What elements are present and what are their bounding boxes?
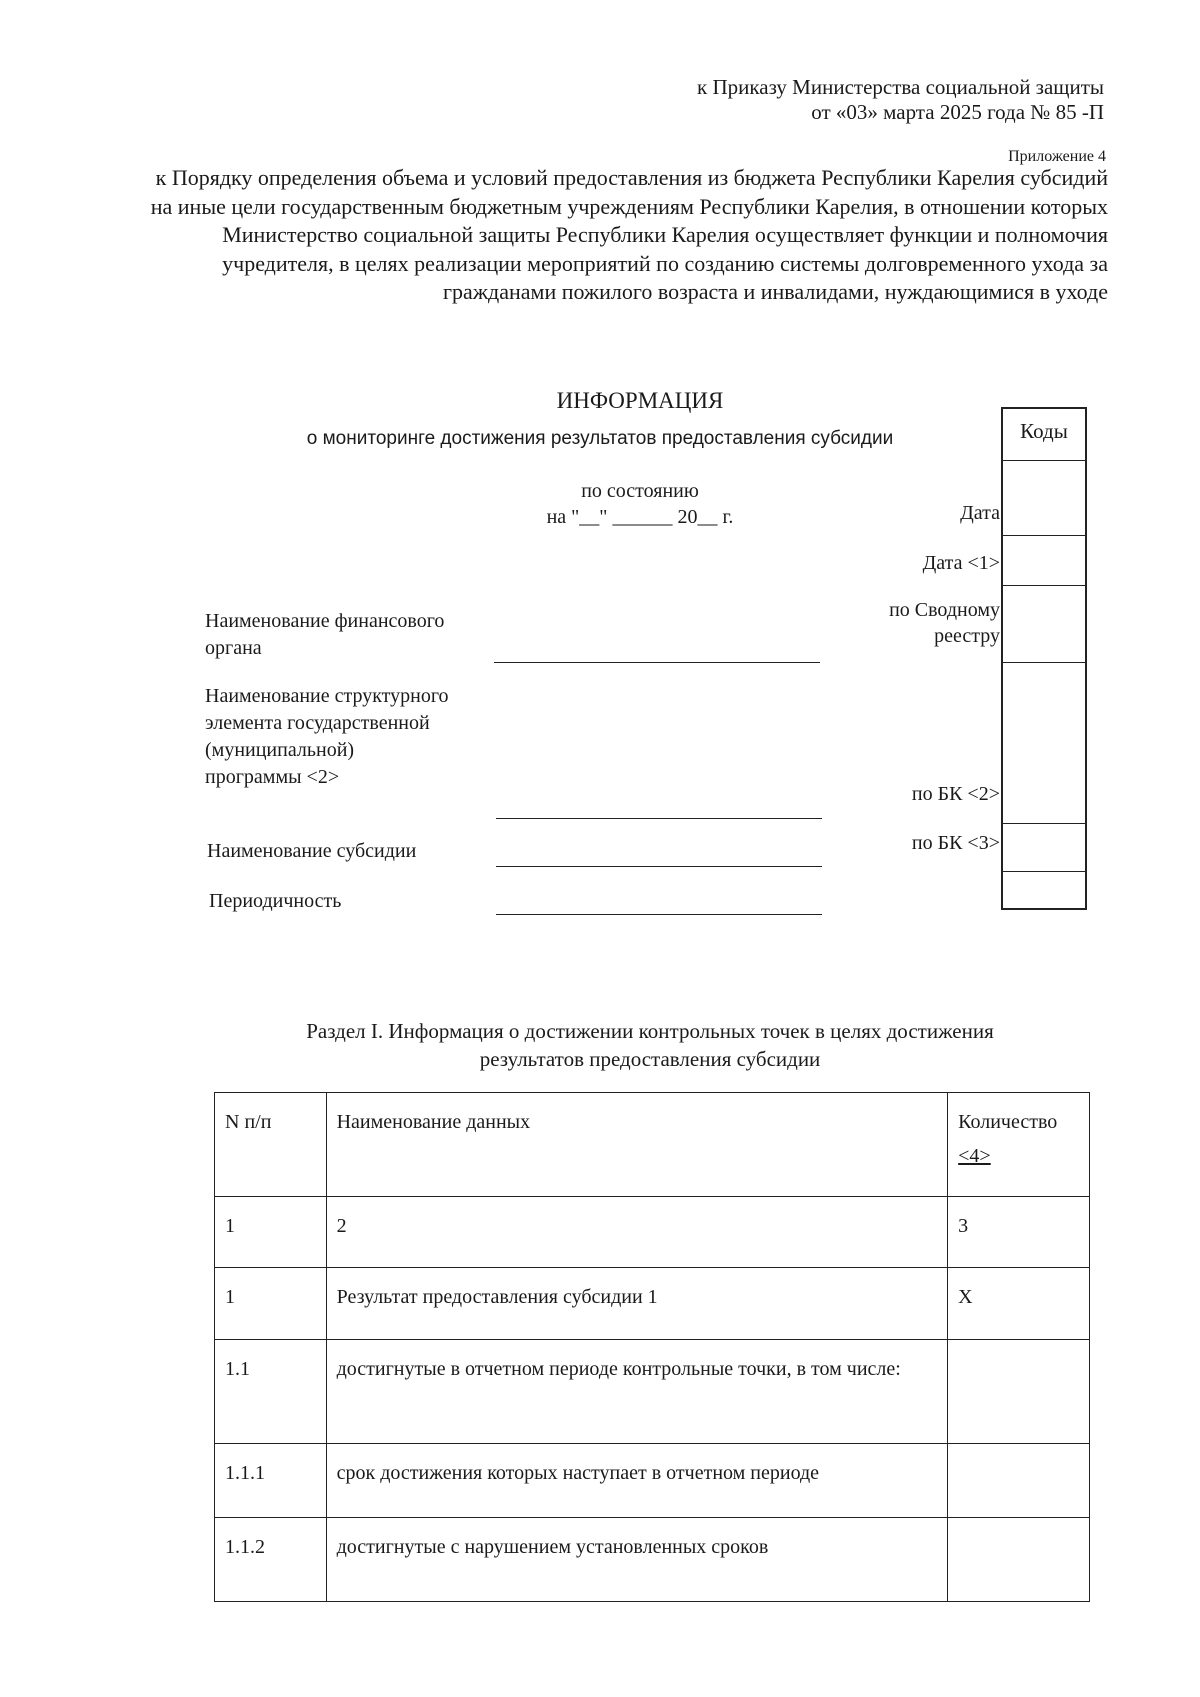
subsidy-name-line[interactable] xyxy=(496,866,822,867)
table-row xyxy=(215,1340,1090,1444)
row-name: достигнутые с нарушением установленных сроков xyxy=(326,1518,948,1602)
date-label: Дата xyxy=(960,502,1000,524)
codes-box xyxy=(1001,407,1087,910)
row-number: 1.1.1 xyxy=(215,1444,327,1518)
table-row xyxy=(215,1268,1090,1340)
col-header-number: N п/п xyxy=(215,1093,327,1197)
financial-body-label: Наименование финансового органа xyxy=(205,610,445,659)
document-title: ИНФОРМАЦИЯ xyxy=(556,388,724,413)
table-row xyxy=(215,1444,1090,1518)
row-number: 1.1.2 xyxy=(215,1518,327,1602)
bk-2-label: по БК <2> xyxy=(911,783,1000,805)
row-number: 1 xyxy=(215,1268,327,1340)
table-row xyxy=(215,1518,1090,1602)
row-name: Результат предоставления субсидии 1 xyxy=(326,1268,948,1340)
checkpoints-table xyxy=(214,1092,1090,1602)
code-cell-bk-2[interactable] xyxy=(1003,663,1085,824)
consolidated-registry-label: по Сводному реестру xyxy=(889,599,1000,647)
document-subtitle: о мониторинге достижения результатов предоставления субсидии xyxy=(306,428,894,449)
section1-title: Раздел I. Информация о достижении контрольных точек в целях достижения результатов предоставления субсидии xyxy=(306,1019,994,1071)
row-quantity: X xyxy=(948,1268,1090,1340)
row-number: 1 xyxy=(215,1197,327,1268)
bk-3-label: по БК <3> xyxy=(911,832,1000,854)
financial-body-line[interactable] xyxy=(494,662,820,663)
subsidy-name-label: Наименование субсидии xyxy=(207,840,417,862)
table-row xyxy=(215,1197,1090,1268)
order-reference-line1: к Приказу Министерства социальной защиты xyxy=(697,75,1104,99)
row-name: достигнутые в отчетном периоде контрольные точки, в том числе: xyxy=(326,1340,948,1444)
col-header-name: Наименование данных xyxy=(326,1093,948,1197)
row-quantity[interactable] xyxy=(948,1340,1090,1444)
program-element-label: Наименование структурного элемента государственной (муниципальной) программы <2> xyxy=(205,685,449,788)
as-of-label: по состоянию xyxy=(581,480,699,502)
appendix-number: Приложение 4 xyxy=(1008,148,1106,165)
row-name: 2 xyxy=(326,1197,948,1268)
quantity-label: Количество xyxy=(958,1111,1058,1133)
program-element-line[interactable] xyxy=(496,818,822,819)
code-cell-date-1[interactable] xyxy=(1003,536,1085,586)
code-cell-periodicity[interactable] xyxy=(1003,872,1085,908)
code-cell-bk-3[interactable] xyxy=(1003,824,1085,872)
footnote-4: <4> xyxy=(958,1145,991,1167)
code-cell-date[interactable] xyxy=(1003,461,1085,536)
periodicity-line[interactable] xyxy=(496,914,822,915)
order-description: к Порядку определения объема и условий предоставления из бюджета Республики Карелия субсидий на иные цели государственным бюджетным учреждениям Республики Карелия, в отношении которых Министерство социальной защиты Республики Карелия осуществляет функции и полномочия учредителя, в целях реализации мероприятий по созданию системы долговременного ухода за гражданами пожилого возраста и инвалидами, нуждающимися в уходе xyxy=(150,165,1108,304)
col-header-quantity xyxy=(948,1093,1090,1197)
periodicity-label: Периодичность xyxy=(209,890,342,912)
row-quantity: 3 xyxy=(948,1197,1090,1268)
row-number: 1.1 xyxy=(215,1340,327,1444)
row-quantity[interactable] xyxy=(948,1518,1090,1602)
row-quantity[interactable] xyxy=(948,1444,1090,1518)
as-of-date: на "__" ______ 20__ г. xyxy=(546,506,734,528)
row-name: срок достижения которых наступает в отчетном периоде xyxy=(326,1444,948,1518)
code-cell-registry[interactable] xyxy=(1003,586,1085,663)
table-header-row xyxy=(215,1093,1090,1197)
date-1-label: Дата <1> xyxy=(922,552,1000,574)
order-reference-line2: от «03» марта 2025 года № 85 -П xyxy=(811,100,1104,124)
codes-header: Коды xyxy=(1003,409,1085,461)
